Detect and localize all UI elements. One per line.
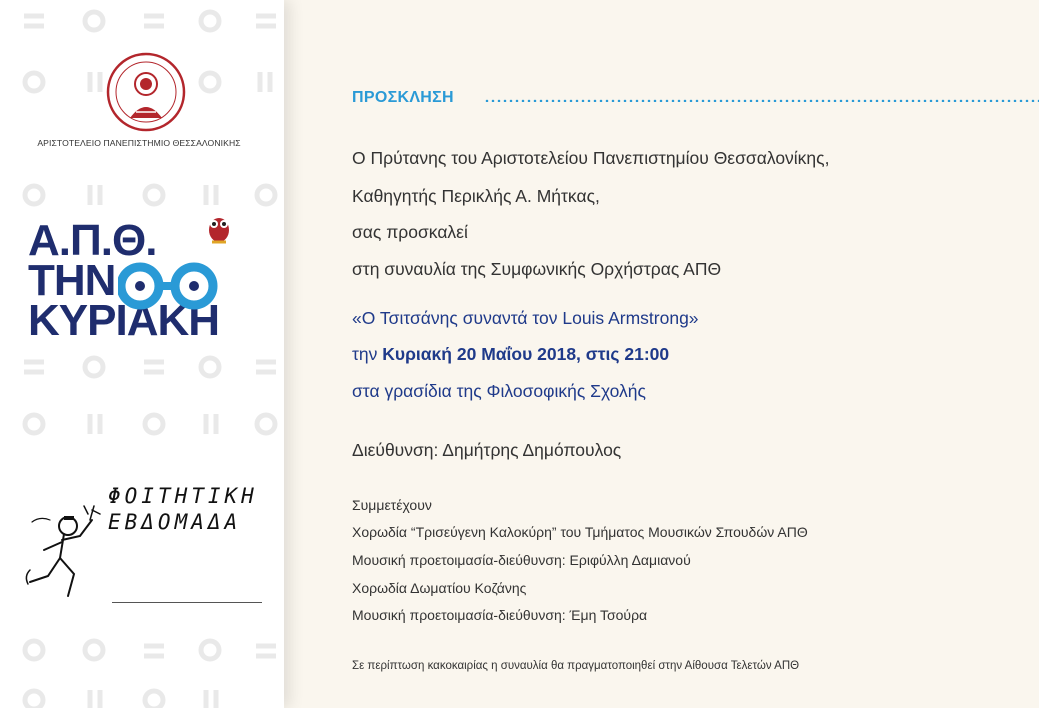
runner-illustration bbox=[20, 496, 110, 606]
concert-venue: στα γρασίδια της Φιλοσοφικής Σχολής bbox=[352, 381, 646, 401]
student-week-underline bbox=[112, 602, 262, 603]
date-prefix: την bbox=[352, 344, 378, 364]
participant-1: Χορωδία “Τρισεύγενη Καλοκύρη” του Τμήματος Μουσικών Σπουδών ΑΠΘ bbox=[352, 524, 808, 540]
logo-line-1: Α.Π.Θ. bbox=[28, 216, 157, 265]
student-week-logo bbox=[20, 476, 265, 606]
weather-footnote: Σε περίπτωση κακοκαιρίας η συναυλία θα πραγματοποιηθεί στην Αίθουσα Τελετών ΑΠΘ bbox=[352, 660, 800, 672]
glasses-icon bbox=[118, 262, 248, 312]
student-week-line-2: ΕΒΔΟΜΑΔΑ bbox=[108, 510, 242, 534]
apth-sunday-logo bbox=[28, 210, 258, 350]
concert-date: Κυριακή 20 Μαΐου 2018, στις 21:00 bbox=[382, 344, 670, 364]
intro-line-4: στη συναυλία της Συμφωνικής Ορχήστρας ΑΠΘ bbox=[352, 259, 722, 279]
participant-2: Μουσική προετοιμασία-διεύθυνση: Εριφύλλη Δαμιανού bbox=[352, 552, 691, 568]
participant-3: Χορωδία Δωματίου Κοζάνης bbox=[352, 580, 527, 596]
logo-line-2: ΤΗΝ bbox=[28, 256, 116, 305]
conductor: Διεύθυνση: Δημήτρης Δημόπουλος bbox=[352, 440, 622, 460]
owl-icon bbox=[204, 210, 234, 244]
concert-date-line bbox=[352, 344, 669, 365]
sidebar bbox=[0, 0, 284, 708]
title-row bbox=[352, 89, 1039, 111]
logo-line-3: ΚΥΡΙΑΚΗ bbox=[28, 296, 220, 345]
intro-line-2: Καθηγητής Περικλής Α. Μήτκας, bbox=[352, 186, 600, 206]
dotted-rule bbox=[484, 99, 1039, 102]
participant-4: Μουσική προετοιμασία-διεύθυνση: Έμη Τσούρα bbox=[352, 607, 648, 623]
invitation-title: ΠΡΟΣΚΛΗΣΗ bbox=[352, 89, 454, 106]
participants-heading: Συμμετέχουν bbox=[352, 497, 432, 513]
student-week-line-1: ΦΟΙΤΗΤΙΚΗ bbox=[108, 484, 258, 508]
invitation-content bbox=[352, 0, 1039, 708]
university-name: ΑΡΙΣΤΟΤΕΛΕΙΟ ΠΑΝΕΠΙΣΤΗΜΙΟ ΘΕΣΣΑΛΟΝΙΚΗΣ bbox=[37, 138, 241, 148]
concert-title: «Ο Τσιτσάνης συναντά τον Louis Armstrong» bbox=[352, 308, 699, 328]
university-seal bbox=[106, 52, 186, 132]
intro-line-3: σας προσκαλεί bbox=[352, 222, 468, 242]
pattern-row bbox=[24, 12, 276, 30]
intro-line-1: Ο Πρύτανης του Αριστοτελείου Πανεπιστημίου Θεσσαλονίκης, bbox=[352, 148, 830, 168]
